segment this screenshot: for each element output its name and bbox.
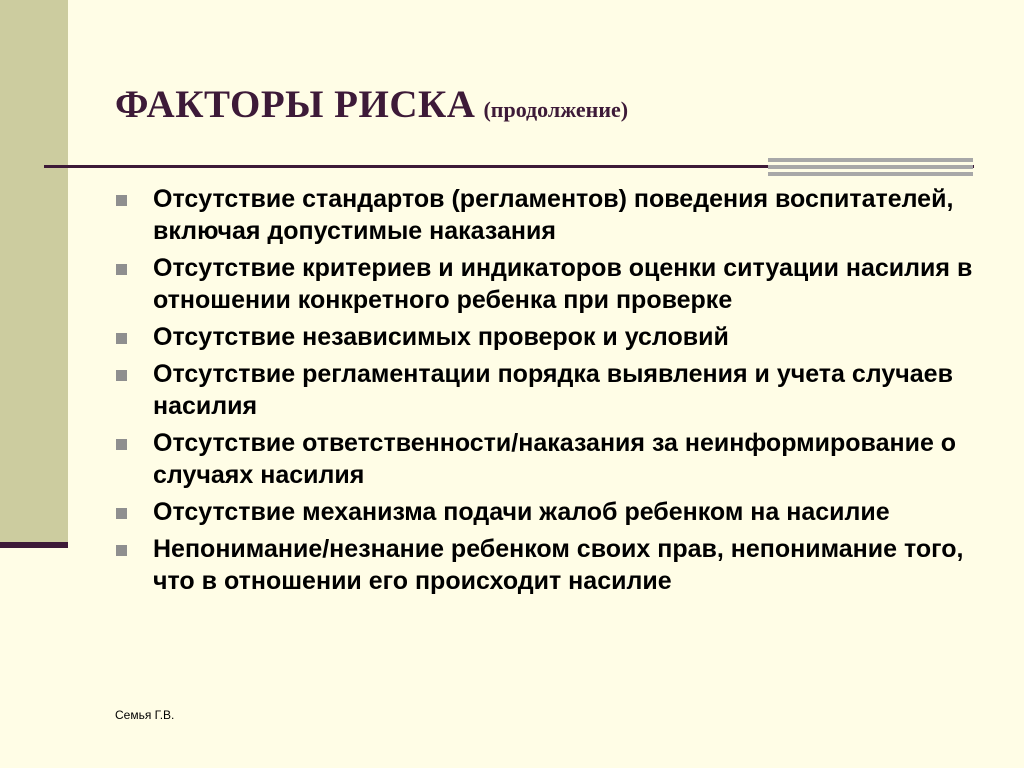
list-item	[113, 358, 983, 422]
list-item-text: Отсутствие стандартов (регламентов) поведения воспитателей, включая допустимые наказания	[153, 185, 954, 245]
list-item	[113, 252, 983, 316]
list-item-text: Отсутствие независимых проверок и условий	[153, 323, 729, 351]
list-item	[113, 183, 983, 247]
list-item	[113, 496, 983, 528]
list-item-text: Непонимание/незнание ребенком своих прав, непонимание того, что в отношении его происходит насилие	[153, 535, 964, 595]
list-item-text: Отсутствие критериев и индикаторов оценки ситуации насилия в отношении конкретного ребенка при проверке	[153, 254, 973, 314]
list-item	[113, 533, 983, 597]
square-bullet-icon	[116, 195, 127, 206]
list-item	[113, 321, 983, 353]
square-bullet-icon	[116, 333, 127, 344]
list-item	[113, 427, 983, 491]
title-text: ФАКТОРЫ РИСКА	[115, 83, 476, 126]
square-bullet-icon	[116, 545, 127, 556]
square-bullet-icon	[116, 370, 127, 381]
square-bullet-icon	[116, 439, 127, 450]
square-bullet-icon	[116, 264, 127, 275]
list-item-text: Отсутствие ответственности/наказания за неинформирование о случаях насилия	[153, 429, 957, 489]
list-item-text: Отсутствие регламентации порядка выявления и учета случаев насилия	[153, 360, 953, 420]
square-bullet-icon	[116, 508, 127, 519]
sidebar-accent-line	[0, 542, 68, 548]
footer-author: Семья Г.В.	[115, 708, 175, 722]
list-item-text: Отсутствие механизма подачи жалоб ребенком на насилие	[153, 498, 890, 526]
title-subtitle: (продолжение)	[483, 97, 629, 122]
bullet-list	[113, 183, 983, 602]
title-divider-accent	[768, 158, 973, 179]
decorative-sidebar	[0, 0, 68, 544]
slide-title	[115, 82, 628, 127]
